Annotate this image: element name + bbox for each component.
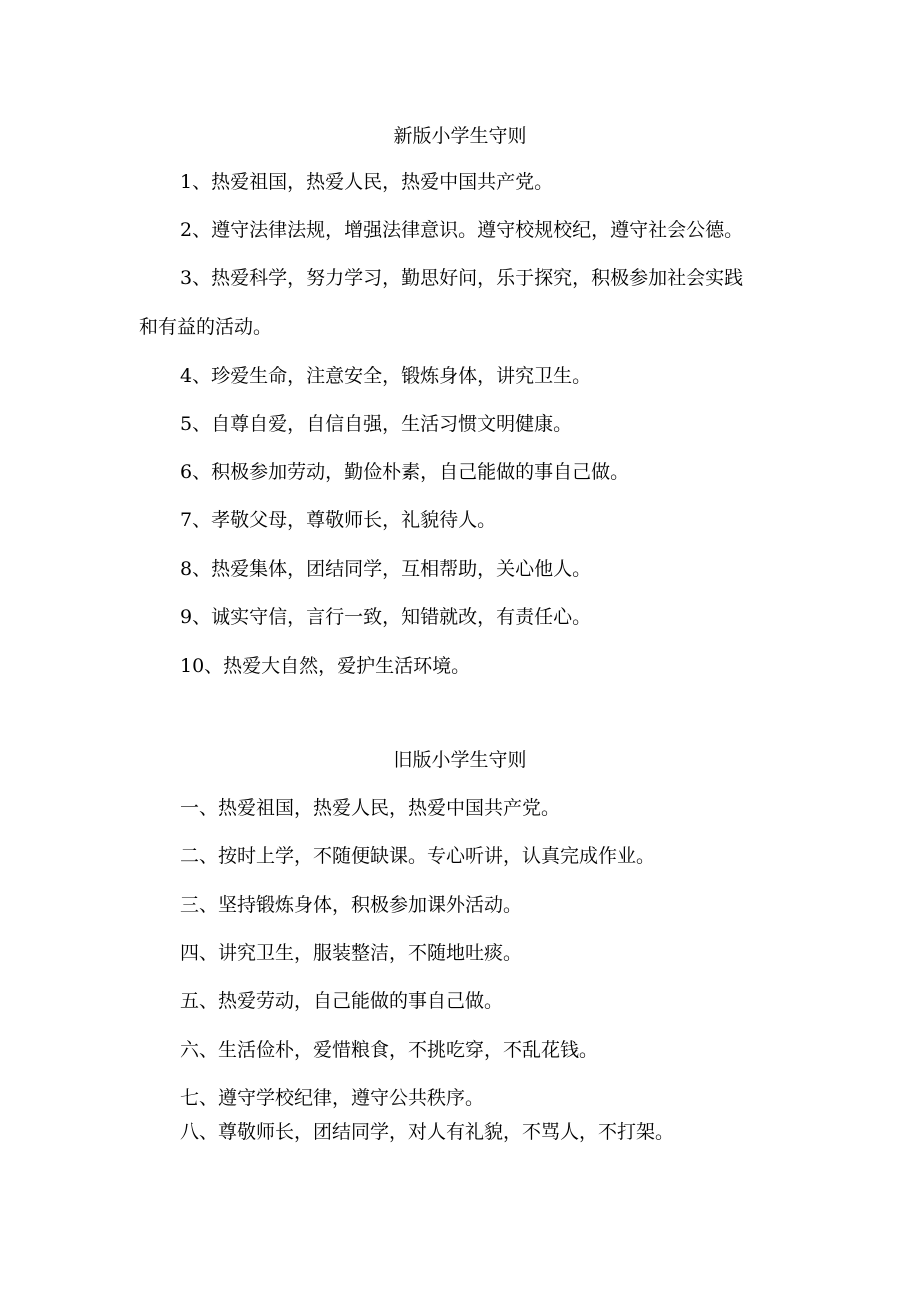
- old-rule-1: 一、热爱祖国，热爱人民，热爱中国共产党。: [180, 797, 561, 819]
- new-rule-2: 2、遵守法律法规，增强法律意识。遵守校规校纪，遵守社会公德。: [180, 219, 744, 241]
- old-rules-title: 旧版小学生守则: [393, 749, 527, 771]
- new-rule-7: 7、孝敬父母，尊敬师长，礼貌待人。: [180, 509, 497, 531]
- new-rule-8: 8、热爱集体，团结同学，互相帮助，关心他人。: [180, 558, 592, 580]
- new-rule-9: 9、诚实守信，言行一致，知错就改，有责任心。: [180, 606, 592, 628]
- old-rule-2: 二、按时上学，不随便缺课。专心听讲，认真完成作业。: [180, 845, 656, 867]
- new-rule-3: 3、热爱科学，努力学习，勤思好问，乐于探究，积极参加社会实践: [180, 267, 744, 289]
- new-rule-4: 4、珍爱生命，注意安全，锻炼身体，讲究卫生。: [180, 365, 592, 387]
- new-rule-3-continued: 和有益的活动。: [139, 316, 273, 338]
- old-rule-6: 六、生活俭朴，爱惜粮食，不挑吃穿，不乱花钱。: [180, 1039, 599, 1061]
- old-rule-8: 八、尊敬师长，团结同学，对人有礼貌，不骂人，不打架。: [180, 1121, 675, 1143]
- old-rule-7: 七、遵守学校纪律，遵守公共秩序。: [180, 1087, 485, 1109]
- old-rule-4: 四、讲究卫生，服装整洁，不随地吐痰。: [180, 942, 523, 964]
- new-rule-6: 6、积极参加劳动，勤俭朴素，自己能做的事自己做。: [180, 461, 630, 483]
- new-rules-title: 新版小学生守则: [393, 125, 527, 147]
- old-rule-3: 三、坚持锻炼身体，积极参加课外活动。: [180, 894, 523, 916]
- new-rule-1: 1、热爱祖国，热爱人民，热爱中国共产党。: [180, 171, 554, 193]
- new-rule-5: 5、自尊自爱，自信自强，生活习惯文明健康。: [180, 413, 573, 435]
- new-rule-10: 10、热爱大自然，爱护生活环境。: [180, 655, 471, 677]
- old-rule-5: 五、热爱劳动，自己能做的事自己做。: [180, 990, 504, 1012]
